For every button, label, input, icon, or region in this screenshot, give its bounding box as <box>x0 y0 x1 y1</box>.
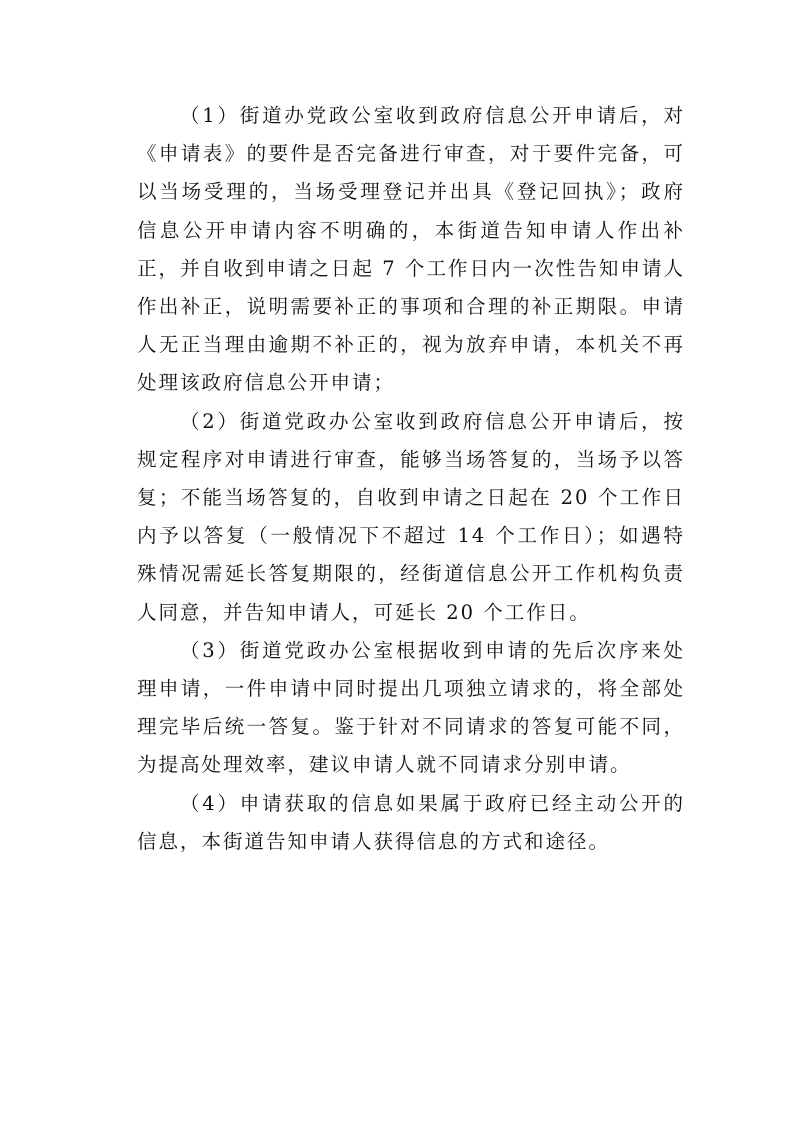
paragraph-1: （1）街道办党政公室收到政府信息公开申请后，对《申请表》的要件是否完备进行审查，对于要件完备，可以当场受理的，当场受理登记并出具《登记回执》；政府信息公开申请内容不明确的，本街道告知申请人作出补正，并自收到申请之日起 7 个工作日内一次性告知申请人作出补正，说明需要补正的事项和合理的补正期限。申请人无正当理由逾期不补正的，视为放弃申请，本机关不再处理该政府信息公开申请； <box>137 104 685 395</box>
paragraph-2: （2）街道党政办公室收到政府信息公开申请后，按规定程序对申请进行审查，能够当场答复的，当场予以答复；不能当场答复的，自收到申请之日起在 20 个工作日内予以答复（一般情况下不超过 14 个工作日）；如遇特殊情况需延长答复期限的，经街道信息公开工作机构负责人同意，并告知申请人，可延长 20 个工作日。 <box>137 409 685 624</box>
document-body <box>137 97 685 861</box>
paragraph-4: （4）申请获取的信息如果属于政府已经主动公开的信息，本街道告知申请人获得信息的方式和途径。 <box>137 791 685 853</box>
paragraph-3: （3）街道党政办公室根据收到申请的先后次序来处理申请，一件申请中同时提出几项独立请求的，将全部处理完毕后统一答复。鉴于针对不同请求的答复可能不同，为提高处理效率，建议申请人就不同请求分别申请。 <box>137 638 685 777</box>
